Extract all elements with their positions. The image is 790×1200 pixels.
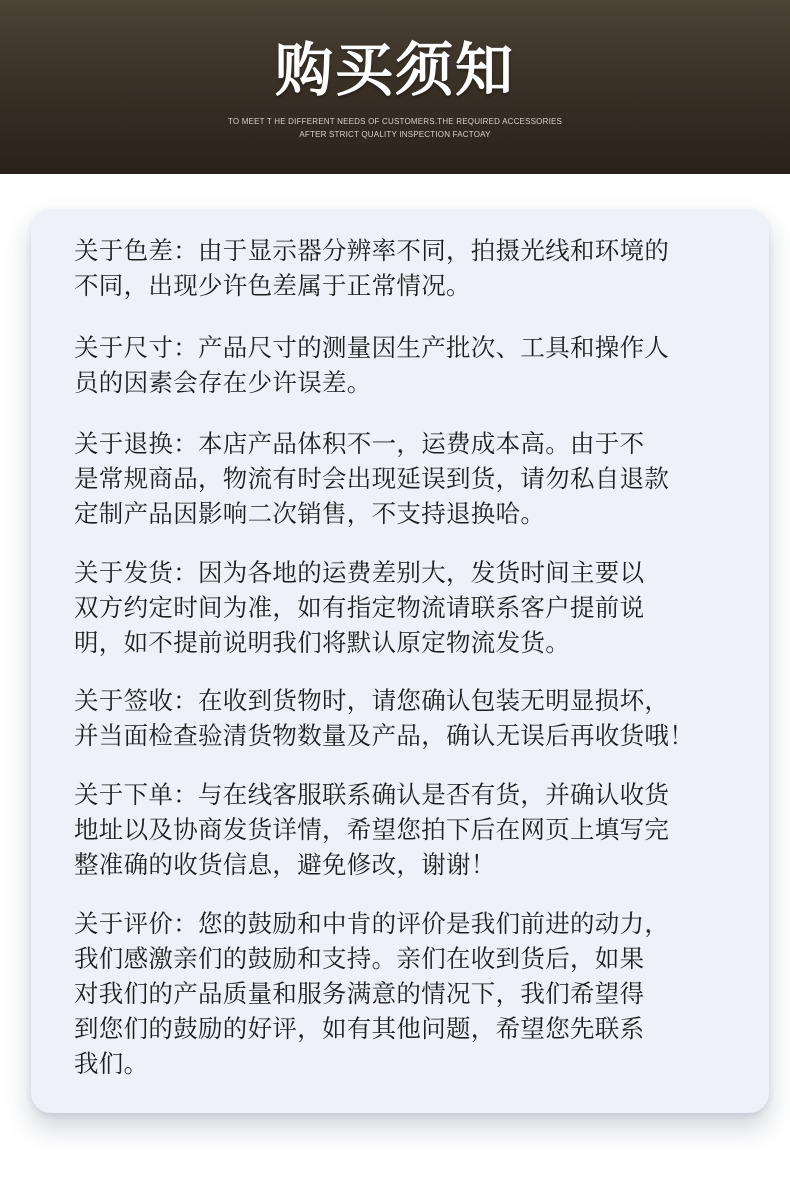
notice-color-difference: 关于色差：由于显示器分辨率不同，拍摄光线和环境的 不同，出现少许色差属于正常情况。: [74, 236, 670, 300]
notice-receipt: 关于签收：在收到货物时，请您确认包装无明显损坏， 并当面检查验清货物数量及产品，确认无误后再收货哦！: [74, 686, 694, 750]
notice-reviews: 关于评价：您的鼓励和中肯的评价是我们前进的动力， 我们感激亲们的鼓励和支持。亲们在收到货后，如果 对我们的产品质量和服务满意的情况下，我们希望得 到您们的鼓励的好评，如有其他问题，希望您先联系 我们。: [74, 909, 670, 1078]
header-subtitle-line1: TO MEET T HE DIFFERENT NEEDS OF CUSTOMERS.THE REQUIRED ACCESSORIES: [227, 117, 563, 126]
notice-ordering: 关于下单：与在线客服联系确认是否有货，并确认收货 地址以及协商发货详情，希望您拍下后在网页上填写完 整准确的收货信息，避免修改，谢谢！: [74, 780, 670, 879]
notice-size: 关于尺寸：产品尺寸的测量因生产批次、工具和操作人 员的因素会存在少许误差。: [74, 333, 670, 397]
header-subtitle-line2: AFTER STRICT QUALITY INSPECTION FACTOAY: [299, 130, 491, 139]
notice-shipping: 关于发货：因为各地的运费差别大，发货时间主要以 双方约定时间为准，如有指定物流请联系客户提前说 明，如不提前说明我们将默认原定物流发货。: [74, 558, 645, 657]
page-title: 购买须知: [274, 36, 515, 104]
notice-returns: 关于退换：本店产品体积不一，运费成本高。由于不 是常规商品，物流有时会出现延误到货，请勿私自退款 定制产品因影响二次销售，不支持退换哈。: [74, 429, 670, 528]
header-banner: [0, 0, 790, 174]
